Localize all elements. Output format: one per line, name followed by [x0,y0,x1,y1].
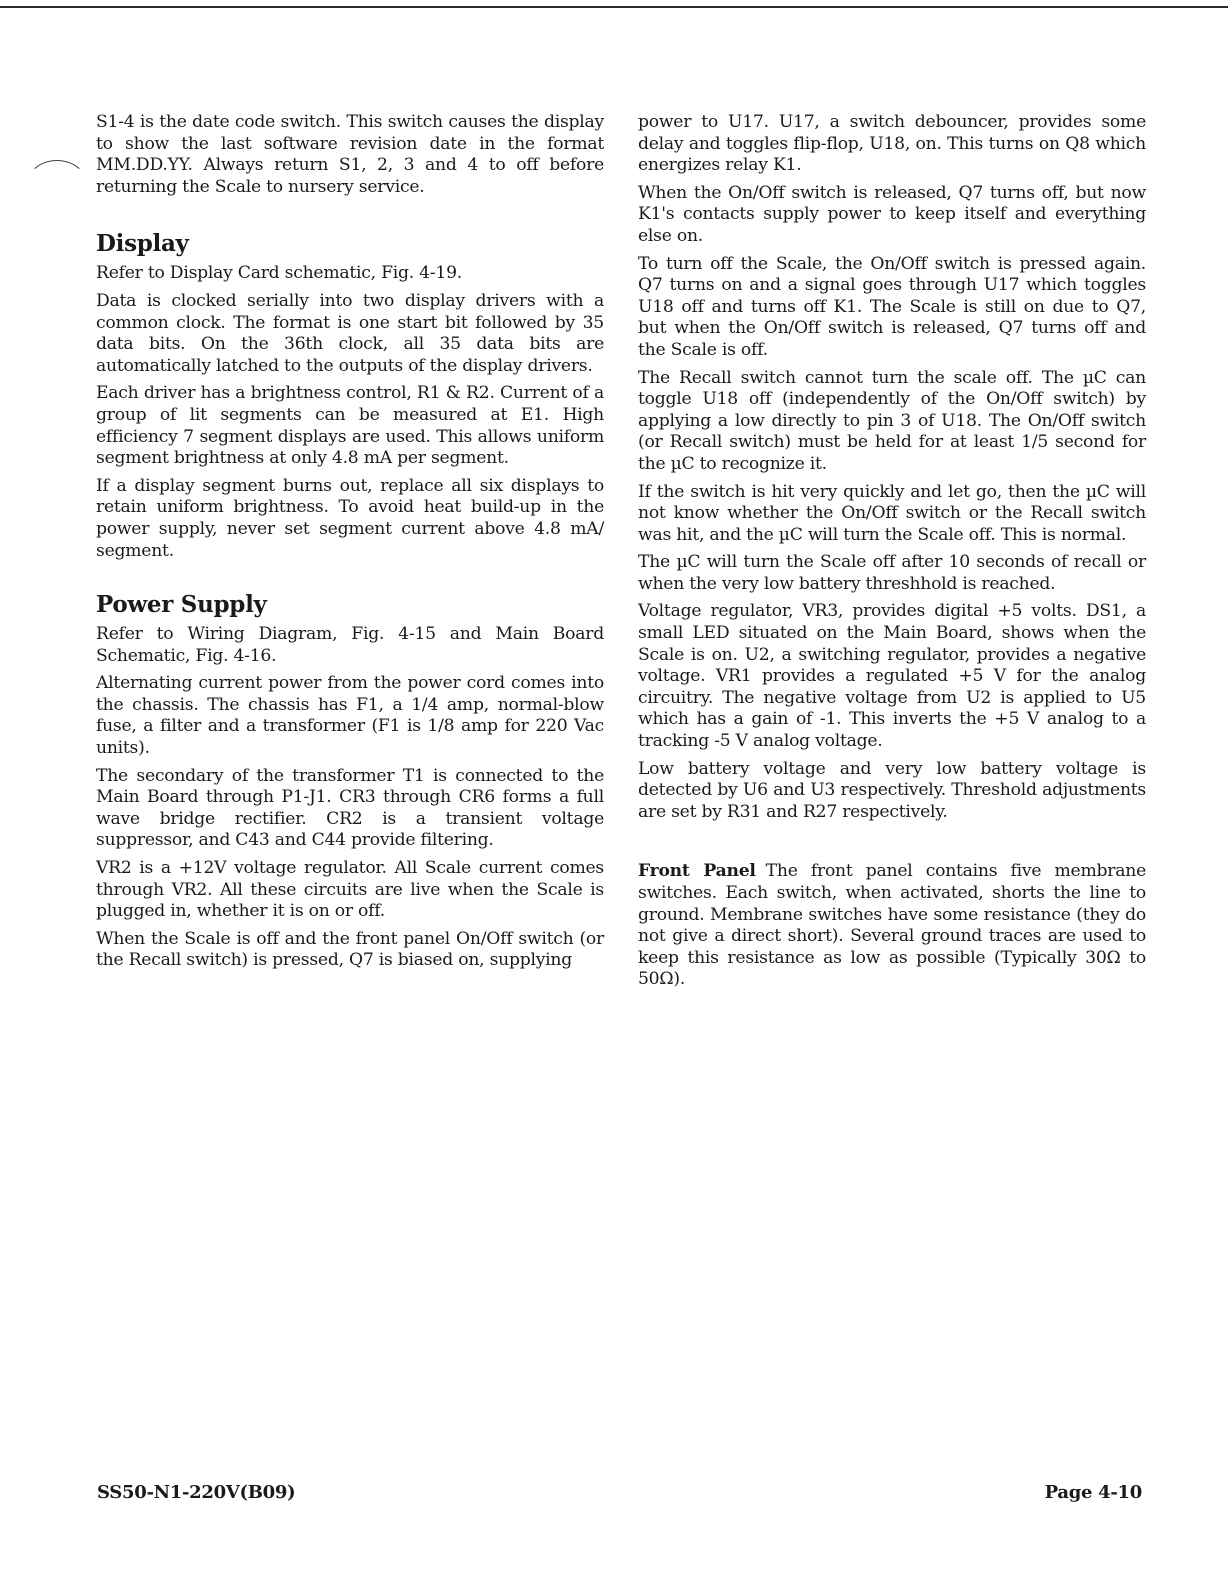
display-paragraph: If a display segment burns out, replace all six displays to retain uniform brightness. To avoid heat build-up in the power supply, never set segment current above 4.8 mA/ segment. [96,475,604,561]
right-paragraph: When the On/Off switch is released, Q7 turns off, but now K1's contacts supply power to keep itself and everything else on. [638,182,1146,246]
power-supply-paragraph: When the Scale is off and the front panel On/Off switch (or the Recall switch) is pressed, Q7 is biased on, supplying [96,928,604,971]
power-supply-heading: Power Supply [96,591,267,619]
footer-document-id: SS50-N1-220V(B09) [97,1482,296,1503]
right-paragraph: Voltage regulator, VR3, provides digital +5 volts. DS1, a small LED situated on the Main Board, shows when the Scale is on. U2, a switching regulator, provides a negative voltage. VR1 provides a regulated +5 V for the analog circuitry. The negative voltage from U2 is applied to U5 which has a gain of -1. This inverts the +5 V analog to a tracking -5 V analog voltage. [638,601,1146,752]
left-column [96,112,604,978]
right-paragraph: If the switch is hit very quickly and let go, then the µC will not know whether the On/Off switch or the Recall switch was hit, and the µC will turn the Scale off. This is normal. [638,481,1146,545]
right-paragraph: power to U17. U17, a switch debouncer, provides some delay and toggles flip-flop, U18, on. This turns on Q8 which energizes relay K1. [638,112,1146,176]
right-paragraph: The µC will turn the Scale off after 10 seconds of recall or when the very low battery threshhold is reached. [638,552,1146,594]
intro-paragraph: S1-4 is the date code switch. This switch causes the display to show the last software revision date in the format MM.DD.YY. Always return S1, 2, 3 and 4 to off before returning the Scale to nursery service. [96,112,604,197]
display-paragraph: Data is clocked serially into two display drivers with a common clock. The format is one start bit followed by 35 data bits. On the 36th clock, all 35 data bits are automatically latched to the outputs of the display drivers. [96,290,604,376]
right-paragraph: The Recall switch cannot turn the scale off. The µC can toggle U18 off (independently of the On/Off switch) by applying a low directly to pin 3 of U18. The On/Off switch (or Recall switch) must be held for at least 1/5 second for the µC to recognize it. [638,367,1146,474]
display-paragraph: Refer to Display Card schematic, Fig. 4-19. [96,263,463,284]
power-supply-paragraph: Refer to Wiring Diagram, Fig. 4-15 and Main Board Schematic, Fig. 4-16. [96,624,604,666]
footer-page-number: Page 4-10 [1044,1482,1142,1503]
front-panel-label: Front Panel [638,861,756,882]
front-panel-text: The front panel contains five membrane switches. Each switch, when activated, shorts the line to ground. Membrane switches have some resistance (they do not give a direct short). Several ground traces are used to keep this resistance as low as possible (Typically 30Ω to 50Ω). [638,861,1146,990]
display-paragraph: Each driver has a brightness control, R1 & R2. Current of a group of lit segments can be measured at E1. High efficiency 7 segment displays are used. This allows uniform segment brightness at only 4.8 mA per segment. [96,383,604,469]
top-rule [0,6,1228,8]
power-supply-paragraph: The secondary of the transformer T1 is connected to the Main Board through P1-J1. CR3 through CR6 forms a full wave bridge rectifier. CR2 is a transient voltage suppressor, and C43 and C44 provide filtering. [96,765,604,851]
power-supply-paragraph: VR2 is a +12V voltage regulator. All Scale current comes through VR2. All these circuits are live when the Scale is plugged in, whether it is on or off. [96,858,604,922]
right-column [638,112,1146,997]
display-heading: Display [96,230,189,258]
right-paragraph: To turn off the Scale, the On/Off switch is pressed again. Q7 turns on and a signal goes through U17 which toggles U18 off and turns off K1. The Scale is still on due to Q7, but when the On/Off switch is released, Q7 turns off and the Scale is off. [638,253,1146,360]
front-panel-paragraph [638,861,1146,991]
scan-mark [26,160,88,212]
power-supply-paragraph: Alternating current power from the power cord comes into the chassis. The chassis has F1, a 1/4 amp, normal-blow fuse, a filter and a transformer (F1 is 1/8 amp for 220 Vac units). [96,673,604,759]
right-paragraph: Low battery voltage and very low battery voltage is detected by U6 and U3 respectively. Threshold adjustments are set by R31 and R27 respectively. [638,758,1146,822]
